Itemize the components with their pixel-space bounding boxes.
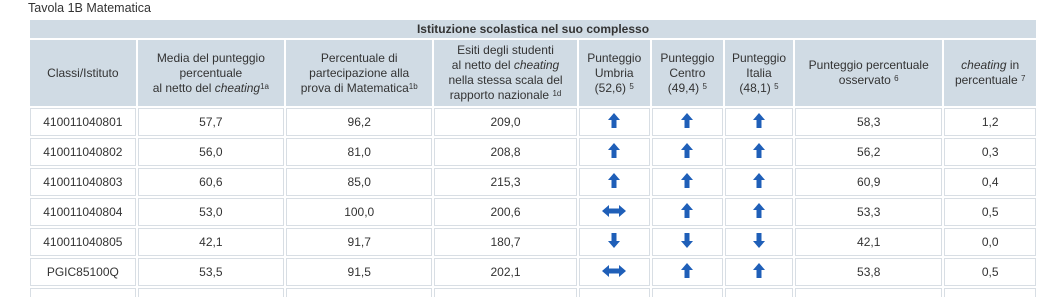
arrow-down-icon <box>608 233 620 251</box>
arrow-up-icon <box>753 173 765 191</box>
arrow-up-icon <box>681 173 693 191</box>
cell-italia <box>725 138 793 166</box>
table-caption: Tavola 1B Matematica <box>28 1 151 15</box>
cell-umbria <box>579 168 650 196</box>
cell-osservato: 58,3 <box>795 108 942 136</box>
arrow-left-right-icon <box>602 265 626 280</box>
header-text: Esiti degli studenti <box>457 43 554 57</box>
header-text: Classi/Istituto <box>47 65 119 80</box>
cell-cheating: 0,0 <box>944 228 1036 256</box>
arrow-up-icon <box>753 263 765 281</box>
cell-italia <box>725 108 793 136</box>
cell-classe: 410011040804 <box>30 198 136 226</box>
arrow-left-right-icon <box>602 205 626 220</box>
empty-cell <box>30 288 136 297</box>
cell-esiti: 180,7 <box>434 228 576 256</box>
column-header-italia <box>725 40 793 106</box>
cell-cheating: 0,3 <box>944 138 1036 166</box>
cell-cheating: 1,2 <box>944 108 1036 136</box>
cell-osservato: 56,2 <box>795 138 942 166</box>
header-text: Punteggio <box>731 50 786 65</box>
empty-cell <box>138 288 284 297</box>
cell-umbria <box>579 108 650 136</box>
arrow-up-icon <box>608 113 620 131</box>
results-table <box>28 18 1038 299</box>
column-header-classe <box>30 40 136 106</box>
header-text: nella stessa scala del <box>448 73 563 87</box>
header-text: Punteggio <box>660 50 715 65</box>
cell-centro <box>652 198 723 226</box>
header-text: Punteggio percentuale <box>808 58 929 72</box>
column-header-esiti <box>434 40 576 106</box>
arrow-up-icon <box>681 263 693 281</box>
empty-cell <box>652 288 723 297</box>
header-text: partecipazione alla <box>309 65 410 80</box>
header-text: osservato <box>838 73 895 87</box>
cell-italia <box>725 258 793 286</box>
cell-umbria <box>579 228 650 256</box>
arrow-up-icon <box>753 203 765 221</box>
table-row <box>30 228 1036 256</box>
cell-umbria <box>579 198 650 226</box>
cell-cheating: 0,5 <box>944 198 1036 226</box>
arrow-up-icon <box>753 143 765 161</box>
header-text: cheating <box>961 58 1007 72</box>
cell-media: 53,0 <box>138 198 284 226</box>
header-text: Media del punteggio <box>156 50 265 65</box>
arrow-up-icon <box>608 143 620 161</box>
column-header-partecipazione <box>286 40 432 106</box>
table-row <box>30 108 1036 136</box>
header-text: 5 <box>774 81 779 91</box>
arrow-up-icon <box>681 143 693 161</box>
header-text: 6 <box>894 74 899 83</box>
results-table-container <box>28 18 1028 299</box>
cell-media: 60,6 <box>138 168 284 196</box>
cell-italia <box>725 228 793 256</box>
cell-esiti: 200,6 <box>434 198 576 226</box>
header-text: 1b <box>408 81 418 91</box>
table-row <box>30 258 1036 286</box>
group-header: Istituzione scolastica nel suo complesso <box>30 20 1036 38</box>
header-text: 7 <box>1020 74 1026 83</box>
header-text: (52,6) <box>594 80 630 95</box>
header-text: rapporto nazionale <box>449 88 553 102</box>
cell-centro <box>652 228 723 256</box>
cell-media: 57,7 <box>138 108 284 136</box>
cell-centro <box>652 138 723 166</box>
header-text: Percentuale di <box>320 50 398 65</box>
cell-esiti: 208,8 <box>434 138 576 166</box>
cell-media: 53,5 <box>138 258 284 286</box>
arrow-down-icon <box>753 233 765 251</box>
column-header-row <box>30 40 1036 106</box>
header-text: (49,4) <box>667 80 703 95</box>
table-row-partial <box>30 288 1036 297</box>
empty-cell <box>579 288 650 297</box>
table-row <box>30 198 1036 226</box>
header-text: Centro <box>669 65 706 80</box>
cell-umbria <box>579 258 650 286</box>
header-text: percentuale <box>179 65 243 80</box>
empty-cell <box>725 288 793 297</box>
cell-partecipazione: 100,0 <box>286 198 432 226</box>
cell-media: 56,0 <box>138 138 284 166</box>
header-text: 5 <box>629 81 634 91</box>
cell-partecipazione: 96,2 <box>286 108 432 136</box>
header-text: al netto del <box>152 80 215 95</box>
cell-classe: 410011040802 <box>30 138 136 166</box>
column-header-osservato <box>795 40 942 106</box>
arrow-up-icon <box>608 173 620 191</box>
cell-cheating: 0,5 <box>944 258 1036 286</box>
header-text: Punteggio <box>587 50 642 65</box>
empty-cell <box>795 288 942 297</box>
cell-media: 42,1 <box>138 228 284 256</box>
cell-centro <box>652 258 723 286</box>
header-text: 1d <box>552 89 562 98</box>
cell-centro <box>652 108 723 136</box>
cell-partecipazione: 81,0 <box>286 138 432 166</box>
arrow-up-icon <box>681 203 693 221</box>
arrow-down-icon <box>681 233 693 251</box>
column-header-centro <box>652 40 723 106</box>
cell-esiti: 209,0 <box>434 108 576 136</box>
cell-osservato: 42,1 <box>795 228 942 256</box>
empty-cell <box>286 288 432 297</box>
cell-cheating: 0,4 <box>944 168 1036 196</box>
table-body <box>30 108 1036 297</box>
cell-italia <box>725 168 793 196</box>
table-row <box>30 138 1036 166</box>
cell-italia <box>725 198 793 226</box>
header-text: (48,1) <box>739 80 775 95</box>
cell-classe: 410011040805 <box>30 228 136 256</box>
cell-partecipazione: 85,0 <box>286 168 432 196</box>
header-text: al netto del <box>451 58 514 72</box>
arrow-up-icon <box>681 113 693 131</box>
empty-cell <box>944 288 1036 297</box>
cell-partecipazione: 91,7 <box>286 228 432 256</box>
cell-osservato: 53,3 <box>795 198 942 226</box>
header-text: Umbria <box>594 65 634 80</box>
cell-umbria <box>579 138 650 166</box>
header-text: 1a <box>260 81 270 91</box>
cell-classe: 410011040801 <box>30 108 136 136</box>
header-text: Italia <box>746 65 772 80</box>
cell-partecipazione: 91,5 <box>286 258 432 286</box>
column-header-media <box>138 40 284 106</box>
header-text: in <box>1006 58 1020 72</box>
header-text: prova di Matematica <box>300 80 409 95</box>
column-header-cheating <box>944 40 1036 106</box>
header-text: percentuale <box>954 73 1021 87</box>
table-row <box>30 168 1036 196</box>
header-text: cheating <box>214 80 261 95</box>
header-text: cheating <box>513 58 560 72</box>
cell-classe: 410011040803 <box>30 168 136 196</box>
cell-osservato: 60,9 <box>795 168 942 196</box>
cell-osservato: 53,8 <box>795 258 942 286</box>
cell-classe: PGIC85100Q <box>30 258 136 286</box>
column-header-umbria <box>579 40 650 106</box>
empty-cell <box>434 288 576 297</box>
header-text: 5 <box>702 81 707 91</box>
cell-centro <box>652 168 723 196</box>
arrow-up-icon <box>753 113 765 131</box>
cell-esiti: 202,1 <box>434 258 576 286</box>
cell-esiti: 215,3 <box>434 168 576 196</box>
